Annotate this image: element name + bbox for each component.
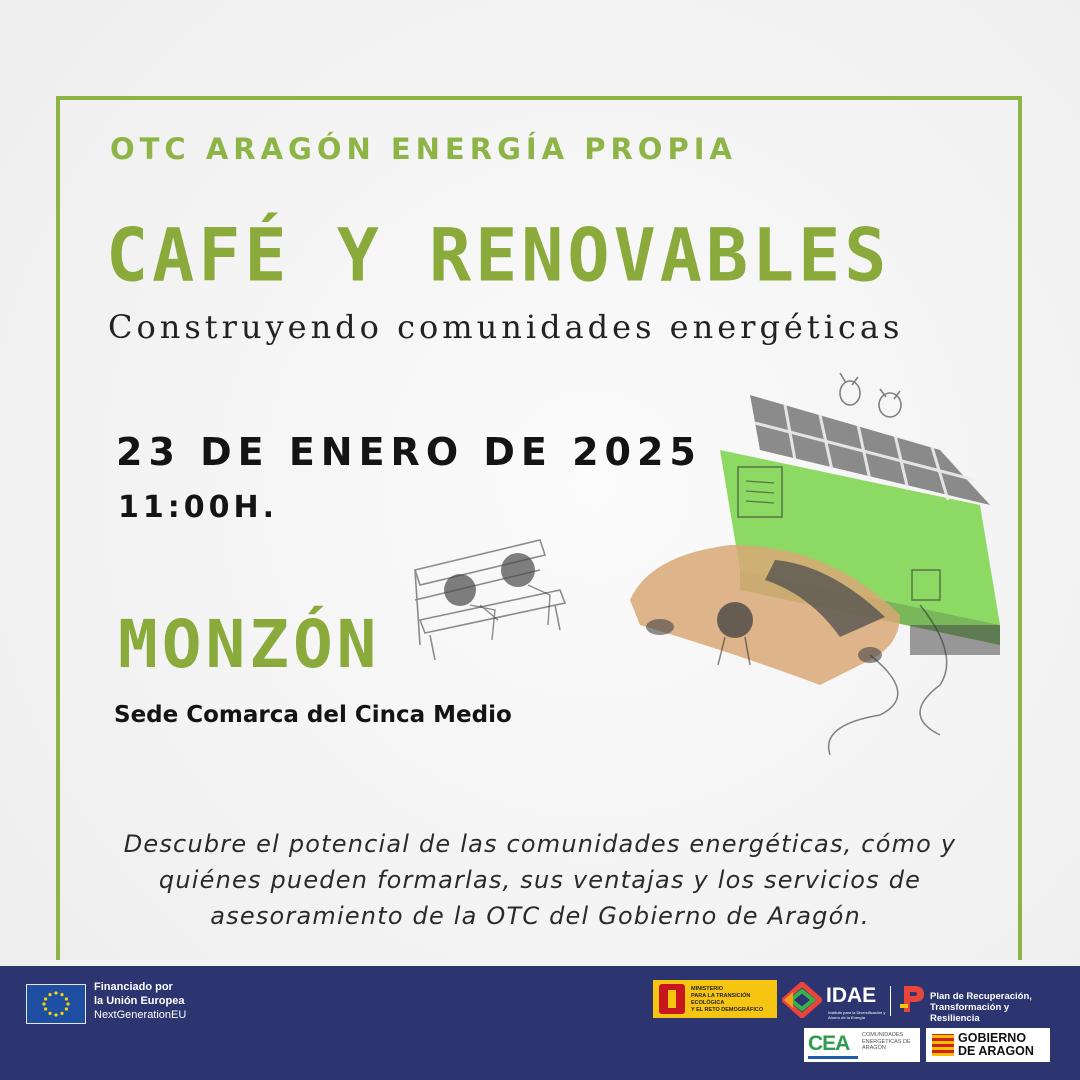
cea-name: CEA [808, 1032, 850, 1055]
ministerio-line: Y EL RETO DEMOGRÁFICO [691, 1007, 764, 1013]
idae-sub: Instituto para la Diversificación y Ahorro de la Energía [828, 1010, 886, 1020]
bench-icon [415, 540, 565, 660]
idae-logo [782, 978, 892, 1022]
eu-line: NextGenerationEU [94, 1009, 187, 1021]
prtr-logo [898, 982, 1058, 1024]
cea-line: COMUNIDADES [862, 1032, 904, 1038]
description-line: quiénes pueden formarlas, sus ventajas y los servicios de [158, 866, 922, 894]
eu-line: Financiado por [94, 981, 173, 993]
aragon-flag-icon [932, 1034, 954, 1056]
cea-line: ARAGÓN [862, 1045, 886, 1051]
prtr-logo-icon [898, 984, 926, 1014]
birds-icon [840, 373, 901, 417]
eu-funding-text [94, 980, 186, 1022]
eu-flag-icon [26, 984, 86, 1024]
prtr-line: Transformación y Resiliencia [930, 1002, 1010, 1024]
subtitle: Construyendo comunidades energéticas [108, 308, 904, 346]
ministerio-line: MINISTERIO [691, 986, 724, 992]
idae-name: IDAE [826, 984, 877, 1007]
description-line: Descubre el potencial de las comunidades energéticas, cómo y [123, 830, 957, 858]
ministerio-line: PARA LA TRANSICIÓN ECOLÓGICA [691, 993, 751, 1006]
illustration [400, 355, 1020, 755]
event-time: 11:00H. [118, 490, 278, 525]
cea-bar [808, 1056, 858, 1059]
logo-divider [890, 986, 891, 1016]
idae-logo-icon [782, 982, 822, 1018]
page-title: CAFÉ Y RENOVABLES [106, 212, 891, 299]
prtr-line: Plan de Recuperación, [930, 991, 1032, 1002]
sponsor-footer [0, 966, 1080, 1080]
ministerio-logo [653, 980, 777, 1018]
eu-line: la Unión Europea [94, 995, 185, 1007]
description-line: asesoramiento de la OTC del Gobierno de Aragón. [210, 902, 870, 930]
description [60, 826, 1020, 934]
kicker: OTC ARAGÓN ENERGÍA PROPIA [110, 132, 737, 166]
gobierno-aragon-logo [926, 1028, 1050, 1062]
gobierno-line: DE ARAGON [958, 1044, 1034, 1058]
event-city: MONZÓN [118, 606, 381, 683]
event-venue: Sede Comarca del Cinca Medio [114, 702, 512, 728]
cea-line: ENERGÉTICAS DE [862, 1038, 911, 1045]
spain-shield-icon [659, 984, 685, 1014]
cea-logo [804, 1028, 920, 1062]
event-date: 23 DE ENERO DE 2025 [116, 430, 702, 474]
gobierno-line: GOBIERNO [958, 1031, 1027, 1045]
